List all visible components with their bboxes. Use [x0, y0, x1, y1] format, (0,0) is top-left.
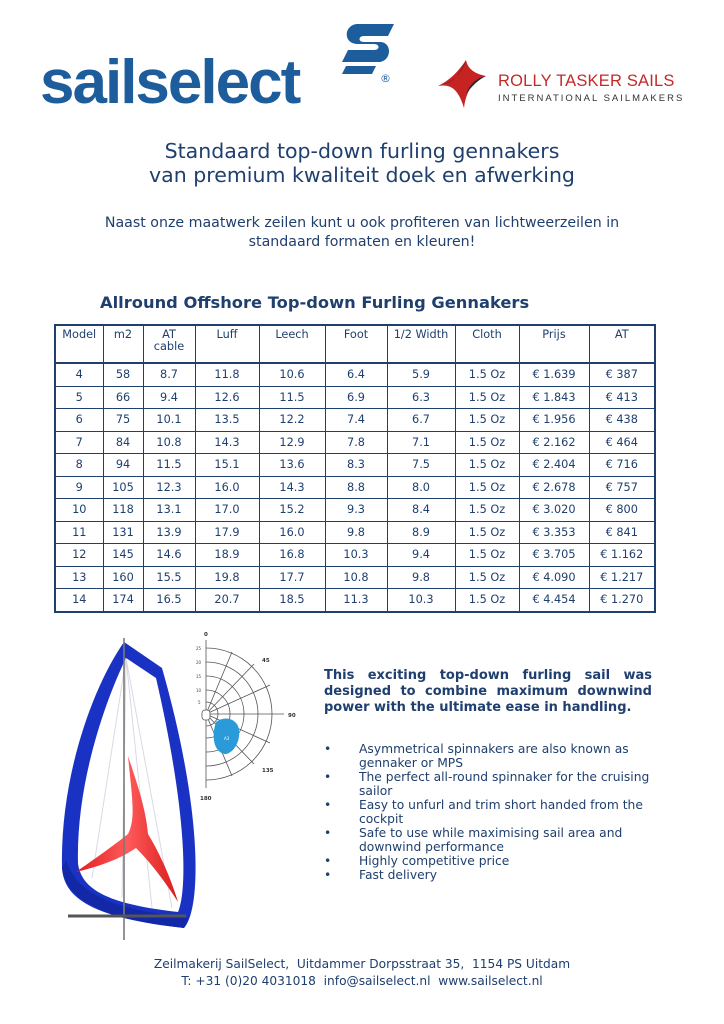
- polar-speed-15: 15: [196, 674, 202, 679]
- table-cell-at: € 757: [589, 476, 655, 499]
- table-cell-half-width: 6.7: [387, 409, 455, 432]
- table-cell-foot: 11.3: [325, 589, 387, 612]
- table-cell-model: 13: [55, 566, 103, 589]
- table-cell-cloth: 1.5 Oz: [455, 521, 519, 544]
- table-cell-foot: 9.8: [325, 521, 387, 544]
- feature-text: Fast delivery: [359, 868, 437, 882]
- table-cell-m2: 105: [103, 476, 143, 499]
- column-header-foot: Foot: [325, 325, 387, 363]
- table-cell-luff: 11.8: [195, 363, 259, 386]
- table-cell-luff: 14.3: [195, 431, 259, 454]
- table-cell-at: € 464: [589, 431, 655, 454]
- table-row: [55, 409, 655, 432]
- table-cell-m2: 174: [103, 589, 143, 612]
- table-cell-m2: 145: [103, 544, 143, 567]
- table-cell-half-width: 8.0: [387, 476, 455, 499]
- feature-text: Asymmetrical spinnakers are also known as gennaker or MPS: [359, 742, 629, 770]
- table-cell-at: € 387: [589, 363, 655, 386]
- table-cell-prijs: € 2.404: [519, 454, 589, 477]
- table-cell-at: € 1.217: [589, 566, 655, 589]
- table-cell-at-cable: 16.5: [143, 589, 195, 612]
- partner-name: ROLLY TASKER SAILS: [498, 72, 675, 90]
- table-cell-model: 8: [55, 454, 103, 477]
- table-cell-half-width: 9.4: [387, 544, 455, 567]
- column-header-cloth: Cloth: [455, 325, 519, 363]
- footer-address: [0, 956, 724, 973]
- table-cell-at-cable: 9.4: [143, 386, 195, 409]
- table-cell-foot: 10.8: [325, 566, 387, 589]
- table-cell-cloth: 1.5 Oz: [455, 454, 519, 477]
- feature-text: Easy to unfurl and trim short handed from the cockpit: [359, 798, 643, 826]
- table-cell-leech: 13.6: [259, 454, 325, 477]
- table-cell-luff: 20.7: [195, 589, 259, 612]
- footer-contact: [0, 973, 724, 990]
- table-cell-leech: 14.3: [259, 476, 325, 499]
- sailselect-s-mark-icon: [336, 20, 398, 82]
- table-row: [55, 521, 655, 544]
- table-cell-luff: 13.5: [195, 409, 259, 432]
- polar-speed-5: 5: [198, 700, 201, 705]
- feature-item: [322, 798, 662, 826]
- headline-line-1: Standaard top-down furling gennakers: [164, 139, 560, 163]
- column-header-luff: Luff: [195, 325, 259, 363]
- table-cell-m2: 66: [103, 386, 143, 409]
- table-cell-luff: 12.6: [195, 386, 259, 409]
- table-cell-half-width: 10.3: [387, 589, 455, 612]
- table-cell-leech: 12.9: [259, 431, 325, 454]
- feature-item: [322, 826, 662, 854]
- table-cell-luff: 17.0: [195, 499, 259, 522]
- table-cell-prijs: € 1.956: [519, 409, 589, 432]
- table-row: [55, 363, 655, 386]
- feature-item: [322, 770, 662, 798]
- table-cell-prijs: € 3.020: [519, 499, 589, 522]
- table-cell-at-cable: 13.9: [143, 521, 195, 544]
- table-cell-foot: 7.8: [325, 431, 387, 454]
- column-header-leech: Leech: [259, 325, 325, 363]
- table-cell-cloth: 1.5 Oz: [455, 363, 519, 386]
- table-cell-at: € 1.162: [589, 544, 655, 567]
- bullet-icon: •: [324, 826, 332, 840]
- table-cell-model: 6: [55, 409, 103, 432]
- table-cell-luff: 17.9: [195, 521, 259, 544]
- bullet-icon: •: [324, 770, 332, 784]
- polar-zone-label: A3: [224, 736, 230, 741]
- table-cell-cloth: 1.5 Oz: [455, 476, 519, 499]
- intro-line-1: Naast onze maatwerk zeilen kunt u ook profiteren van lichtweerzeilen in: [104, 215, 620, 231]
- table-cell-at-cable: 14.6: [143, 544, 195, 567]
- table-row: [55, 476, 655, 499]
- table-row: [55, 566, 655, 589]
- table-cell-m2: 75: [103, 409, 143, 432]
- table-cell-foot: 8.8: [325, 476, 387, 499]
- table-cell-prijs: € 3.353: [519, 521, 589, 544]
- table-cell-half-width: 8.9: [387, 521, 455, 544]
- table-cell-foot: 9.3: [325, 499, 387, 522]
- table-cell-prijs: € 2.162: [519, 431, 589, 454]
- feature-item: [322, 854, 662, 868]
- table-cell-cloth: 1.5 Oz: [455, 499, 519, 522]
- table-cell-half-width: 5.9: [387, 363, 455, 386]
- table-cell-model: 4: [55, 363, 103, 386]
- table-cell-cloth: 1.5 Oz: [455, 544, 519, 567]
- table-cell-cloth: 1.5 Oz: [455, 566, 519, 589]
- table-cell-at-cable: 12.3: [143, 476, 195, 499]
- table-cell-m2: 58: [103, 363, 143, 386]
- table-cell-luff: 19.8: [195, 566, 259, 589]
- table-cell-model: 9: [55, 476, 103, 499]
- bullet-icon: •: [324, 854, 332, 868]
- sailselect-logo-text: sailselect: [40, 48, 300, 117]
- table-cell-foot: 7.4: [325, 409, 387, 432]
- table-cell-prijs: € 3.705: [519, 544, 589, 567]
- bullet-icon: •: [324, 742, 332, 756]
- table-cell-model: 10: [55, 499, 103, 522]
- table-cell-at-cable: 11.5: [143, 454, 195, 477]
- table-cell-m2: 160: [103, 566, 143, 589]
- registered-mark: ®: [380, 72, 391, 85]
- polar-angle-135: 135: [262, 768, 274, 774]
- sailselect-logo: [40, 20, 400, 115]
- table-cell-at-cable: 10.1: [143, 409, 195, 432]
- table-cell-half-width: 6.3: [387, 386, 455, 409]
- intro-line-2: standaard formaten en kleuren!: [248, 234, 476, 250]
- table-cell-m2: 131: [103, 521, 143, 544]
- table-cell-at: € 413: [589, 386, 655, 409]
- boat-icon: [202, 710, 210, 720]
- table-cell-half-width: 7.1: [387, 431, 455, 454]
- tagline: This exciting top-down furling sail was designed to combine maximum downwind power with the ultimate ease in handling.: [324, 668, 652, 715]
- feature-text: Highly competitive price: [359, 854, 510, 868]
- table-cell-luff: 18.9: [195, 544, 259, 567]
- column-header-at-cable: AT cable: [143, 325, 195, 363]
- polar-angle-45: 45: [262, 658, 270, 664]
- table-cell-model: 11: [55, 521, 103, 544]
- table-cell-at: € 841: [589, 521, 655, 544]
- column-header-model: Model: [55, 325, 103, 363]
- table-cell-half-width: 7.5: [387, 454, 455, 477]
- table-cell-leech: 11.5: [259, 386, 325, 409]
- table-cell-model: 12: [55, 544, 103, 567]
- feature-text: Safe to use while maximising sail area and downwind performance: [359, 826, 623, 854]
- table-cell-at-cable: 10.8: [143, 431, 195, 454]
- table-row: [55, 499, 655, 522]
- footer-address-text: Zeilmakerij SailSelect, Uitdammer Dorpsstraat 35, 1154 PS Uitdam: [153, 957, 571, 971]
- table-row: [55, 589, 655, 612]
- table-cell-cloth: 1.5 Oz: [455, 431, 519, 454]
- table-cell-luff: 16.0: [195, 476, 259, 499]
- table-cell-luff: 15.1: [195, 454, 259, 477]
- table-cell-foot: 8.3: [325, 454, 387, 477]
- rolly-tasker-logo: [436, 58, 696, 110]
- column-header-at: AT: [589, 325, 655, 363]
- table-cell-model: 7: [55, 431, 103, 454]
- table-cell-at: € 716: [589, 454, 655, 477]
- table-cell-prijs: € 2.678: [519, 476, 589, 499]
- table-cell-prijs: € 1.639: [519, 363, 589, 386]
- table-cell-prijs: € 1.843: [519, 386, 589, 409]
- table-cell-leech: 10.6: [259, 363, 325, 386]
- feature-item: [322, 868, 662, 882]
- table-cell-foot: 10.3: [325, 544, 387, 567]
- table-cell-model: 14: [55, 589, 103, 612]
- table-header-row: [55, 325, 655, 363]
- table-cell-model: 5: [55, 386, 103, 409]
- table-title: Allround Offshore Top-down Furling Gennakers: [100, 293, 530, 312]
- table-cell-leech: 16.8: [259, 544, 325, 567]
- table-cell-m2: 118: [103, 499, 143, 522]
- bullet-icon: •: [324, 798, 332, 812]
- column-header-prijs: Prijs: [519, 325, 589, 363]
- table-cell-half-width: 8.4: [387, 499, 455, 522]
- table-cell-leech: 16.0: [259, 521, 325, 544]
- table-cell-leech: 15.2: [259, 499, 325, 522]
- table-cell-at: € 438: [589, 409, 655, 432]
- table-cell-cloth: 1.5 Oz: [455, 386, 519, 409]
- table-body: [55, 363, 655, 612]
- table-cell-at: € 1.270: [589, 589, 655, 612]
- table-row: [55, 431, 655, 454]
- polar-angle-90: 90: [288, 713, 296, 719]
- partner-subtitle: INTERNATIONAL SAILMAKERS: [498, 93, 685, 104]
- column-header-m2: m2: [103, 325, 143, 363]
- polar-speed-20: 20: [196, 660, 202, 665]
- table-cell-foot: 6.4: [325, 363, 387, 386]
- table-cell-half-width: 9.8: [387, 566, 455, 589]
- table-row: [55, 544, 655, 567]
- table-cell-m2: 84: [103, 431, 143, 454]
- table-cell-cloth: 1.5 Oz: [455, 409, 519, 432]
- table-cell-m2: 94: [103, 454, 143, 477]
- table-cell-leech: 12.2: [259, 409, 325, 432]
- table-cell-prijs: € 4.090: [519, 566, 589, 589]
- feature-item: [322, 742, 662, 770]
- headline-line-2: van premium kwaliteit doek en afwerking: [149, 163, 575, 187]
- table-cell-cloth: 1.5 Oz: [455, 589, 519, 612]
- rolly-tasker-sail-mark-icon: [436, 58, 492, 110]
- polar-speed-25: 25: [196, 646, 202, 651]
- feature-list: [322, 742, 662, 882]
- table-cell-at-cable: 13.1: [143, 499, 195, 522]
- table-cell-leech: 18.5: [259, 589, 325, 612]
- polar-diagram: [196, 630, 300, 802]
- table-cell-foot: 6.9: [325, 386, 387, 409]
- gennaker-spec-table: [54, 324, 656, 613]
- feature-text: The perfect all-round spinnaker for the cruising sailor: [359, 770, 650, 798]
- polar-speed-10: 10: [196, 688, 202, 693]
- table-cell-at: € 800: [589, 499, 655, 522]
- table-row: [55, 386, 655, 409]
- polar-angle-0: 0: [204, 632, 208, 638]
- table-row: [55, 454, 655, 477]
- table-cell-at-cable: 8.7: [143, 363, 195, 386]
- table-cell-leech: 17.7: [259, 566, 325, 589]
- table-cell-prijs: € 4.454: [519, 589, 589, 612]
- footer-contact-text: T: +31 (0)20 4031018 info@sailselect.nl www.sailselect.nl: [181, 974, 543, 988]
- column-header-half-width: 1/2 Width: [387, 325, 455, 363]
- bullet-icon: •: [324, 868, 332, 882]
- polar-angle-180: 180: [200, 796, 212, 802]
- table-cell-at-cable: 15.5: [143, 566, 195, 589]
